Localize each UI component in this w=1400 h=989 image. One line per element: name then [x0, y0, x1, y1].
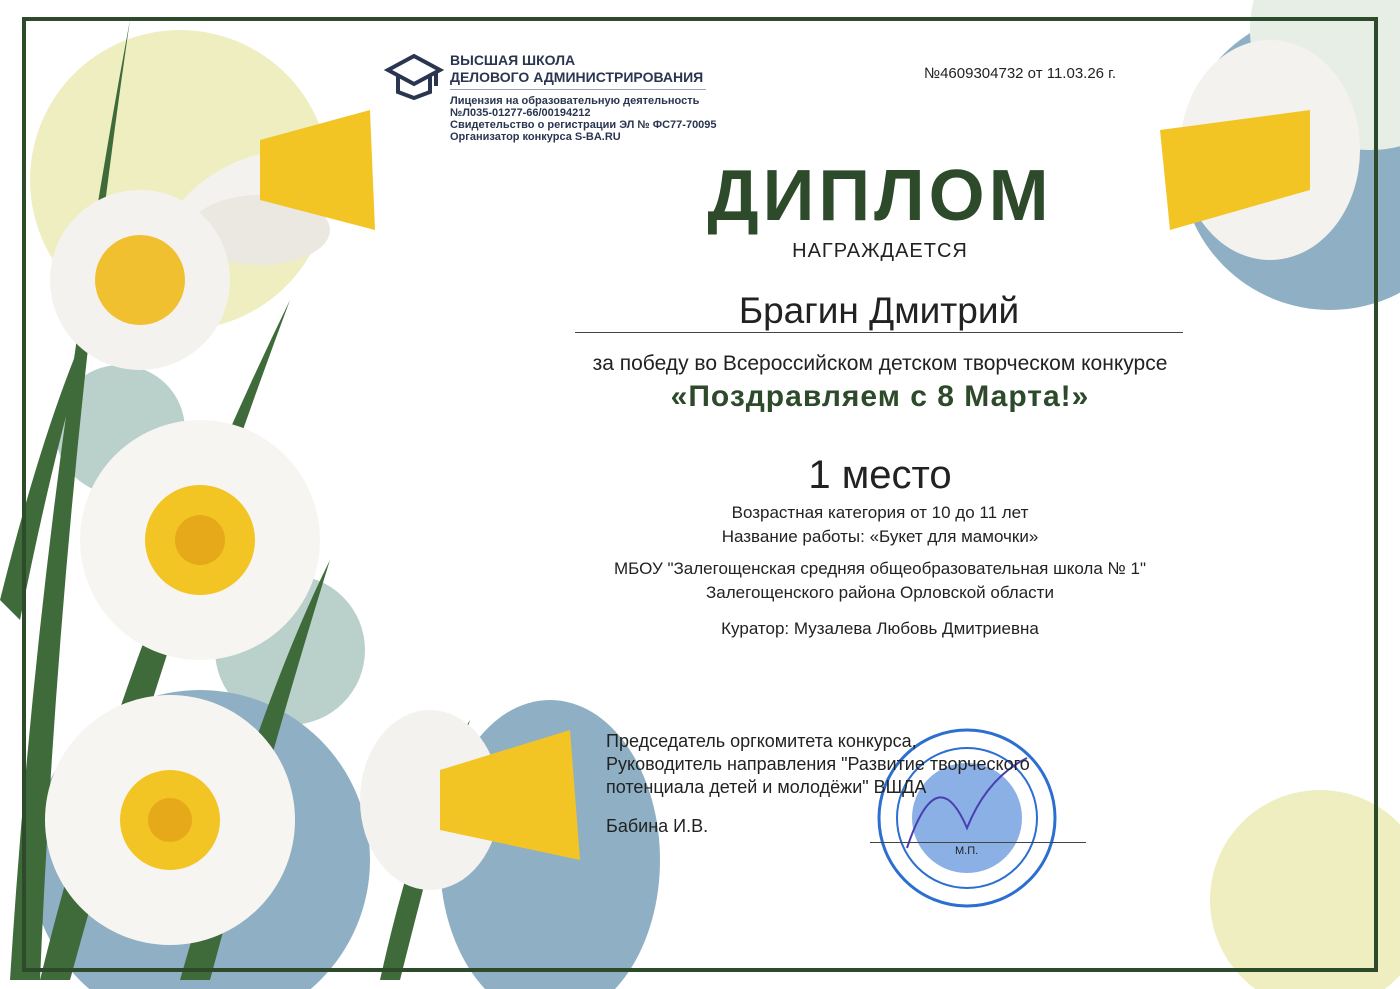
recipient-name: Брагин Дмитрий	[738, 290, 1020, 331]
work-title: Название работы: «Букет для мамочки»	[721, 527, 1039, 546]
signature-line1: Председатель оргкомитета конкурса,	[606, 731, 917, 751]
license-number: №Л035-01277-66/00194212	[450, 107, 591, 119]
logo-divider	[450, 89, 706, 90]
signature-line3: потенциала детей и молодёжи" ВШДА	[606, 777, 927, 797]
org-name-line1: ВЫСШАЯ ШКОЛА	[450, 52, 576, 68]
org-name-line2: ДЕЛОВОГО АДМИНИСТРИРОВАНИЯ	[450, 69, 704, 85]
license-info	[450, 95, 717, 143]
place: 1 место	[808, 453, 952, 497]
curator: Куратор: Музалева Любовь Дмитриевна	[721, 619, 1039, 638]
signature-line2: Руководитель направления "Развитие творческого	[606, 754, 1030, 774]
signature-title	[606, 730, 1030, 799]
school-line2: Залегощенского района Орловской области	[706, 583, 1054, 602]
page-title: ДИПЛОМ	[707, 156, 1053, 236]
school-line1: МБОУ "Залегощенская средняя общеобразовательная школа № 1"	[614, 559, 1146, 578]
diploma-number: №4609304732 от 11.03.26 г.	[924, 65, 1116, 82]
seal-place-label: М.П.	[955, 845, 979, 857]
name-underline	[575, 332, 1183, 333]
age-category: Возрастная категория от 10 до 11 лет	[731, 503, 1029, 522]
signature-line	[870, 842, 1086, 843]
contest-name: «Поздравляем с 8 Марта!»	[670, 380, 1090, 413]
award-reason: за победу во Всероссийском детском творческом конкурсе	[592, 352, 1168, 375]
organization-name	[450, 52, 703, 86]
registration-text: Свидетельство о регистрации ЭЛ № ФС77-70095	[450, 119, 717, 131]
license-text: Лицензия на образовательную деятельность	[450, 95, 700, 107]
signer-name: Бабина И.В.	[606, 816, 709, 836]
organizer-text: Организатор конкурса S-BA.RU	[450, 131, 621, 143]
awarded-label: НАГРАЖДАЕТСЯ	[792, 240, 968, 262]
